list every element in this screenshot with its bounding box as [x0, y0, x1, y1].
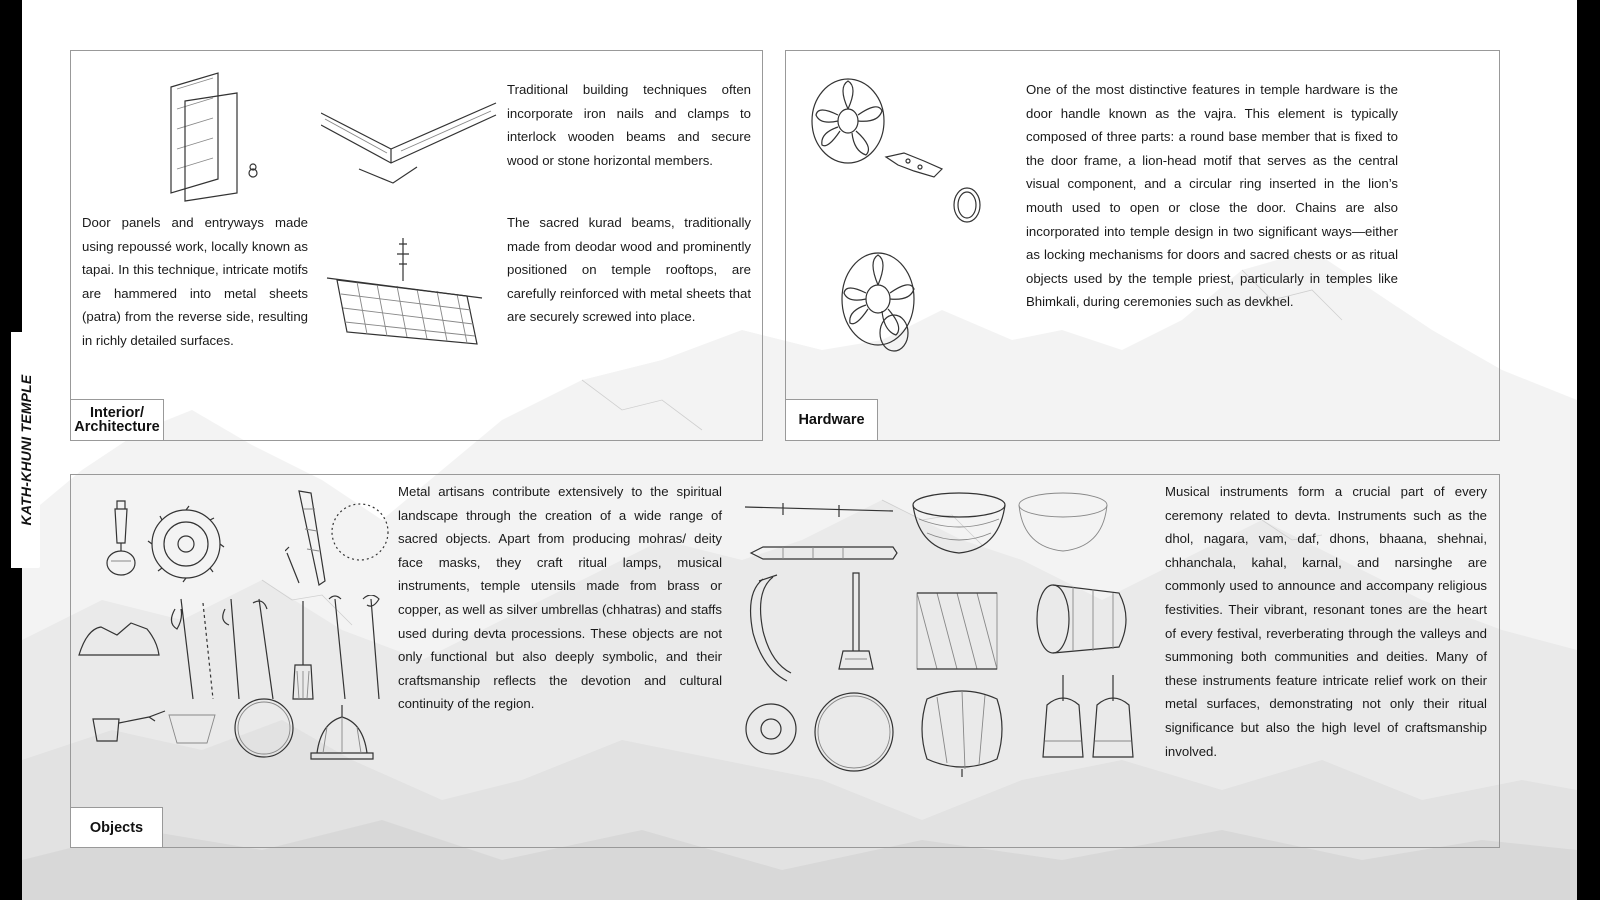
- side-title-tab: [11, 332, 40, 568]
- mask-outline-sketch: [77, 615, 161, 659]
- side-title: KATH-KHUNI TEMPLE: [17, 374, 34, 526]
- nagara-drum-sketch: [917, 679, 1007, 779]
- page: [22, 0, 1577, 900]
- interior-architecture-label: Interior/ Architecture: [70, 399, 164, 441]
- hardware-label: Hardware: [785, 399, 878, 441]
- gong-sketch: [811, 689, 897, 775]
- bowl-sketch: [167, 709, 217, 749]
- sun-disc-sketch: [147, 505, 225, 583]
- nails-clamps-text: Traditional building techniques often incorporate iron nails and clamps to interlock wooden beams and secure wood or stone horizontal members.: [507, 82, 751, 168]
- umbrella-chhatra-sketch: [307, 703, 377, 767]
- drum-dholak-sketch: [909, 583, 1005, 679]
- kurad-beams-text: The sacred kurad beams, traditionally made from deodar wood and prominently positioned on temple rooftops, are carefully reinforced with metal sheets that are securely screwed into place.: [507, 215, 751, 325]
- ladle-sketch: [89, 707, 169, 747]
- cymbal-sketch: [743, 701, 799, 757]
- beam-joint-sketch: [321, 101, 501, 186]
- narsinghe-horn-sketch: [743, 573, 799, 685]
- interior-architecture-panel: [70, 50, 763, 441]
- nagara-bowl-sketch: [909, 489, 1009, 559]
- vajra-base-sketch: [808, 77, 890, 167]
- hoop-sketch: [231, 695, 297, 761]
- lamp-sketch: [103, 499, 139, 579]
- shehnai-sketch: [743, 489, 903, 579]
- dhol-sketch: [1033, 573, 1143, 673]
- chain-ring-sketch: [327, 499, 393, 565]
- musical-instruments-text: Musical instruments form a crucial part of every ceremony related to devta. Instruments such as the dhol, nagara, vam, daf, dhons, bhaana, shehnai, chhanchala, kahal, karnal, and narsinghe are commonly used to announce and accompany religious festivities. Their vibrant, resonant tones are the heart of every festival, reverberating through the valleys and summoning both communities and deities. Many of these instruments feature intricate relief work on their metal surfaces, demonstrating not only their ritual significance but also the high level of craftsmanship involved.: [1165, 484, 1487, 759]
- door-panels-text: Door panels and entryways made using repoussé work, locally known as tapai. In this technique, intricate motifs are hammered into metal sheets (patra) from the reverse side, resulting in richly detailed surfaces.: [82, 215, 308, 348]
- ring-sketch: [950, 185, 984, 225]
- bells-sketch: [1033, 671, 1143, 777]
- vajra-assembled-sketch: [838, 249, 928, 359]
- ceremonial-staffs-sketch: [163, 595, 393, 705]
- karnal-sketch: [831, 571, 881, 675]
- lion-head-sketch: [884, 147, 946, 183]
- hardware-panel: [785, 50, 1500, 441]
- objects-label: Objects: [70, 807, 163, 848]
- objects-panel: [70, 474, 1500, 848]
- metal-artisans-text: Metal artisans contribute extensively to the spiritual landscape through the creation of a wide range of sacred objects. Apart from producing mohras/ deity face masks, they craft ritual lamps, musical instruments, temple utensils made from brass or copper, as well as silver umbrellas (chhatras) and staffs used during devta processions. These objects are not only functional but also deeply symbolic, and their craftsmanship reflects the devotion and cultural continuity of the region.: [398, 484, 722, 712]
- hardware-text: One of the most distinctive features in temple hardware is the door handle known as the vajra. This element is typically composed of three parts: a round base member that is fixed to the door frame, a lion-head motif that serves as the central visual component, and a circular ring inserted in the lion’s mouth used to open or close the door. Chains are also incorporated into temple design in two significant ways—either as locking mechanisms for doors and sacred chests or as ritual objects used by the temple priest, particularly in temples like Bhimkali, during ceremonies such as devkhel.: [1026, 82, 1398, 310]
- daf-sketch: [1013, 489, 1113, 559]
- kurad-beam-sketch: [317, 236, 497, 356]
- door-panel-sketch: [163, 69, 273, 204]
